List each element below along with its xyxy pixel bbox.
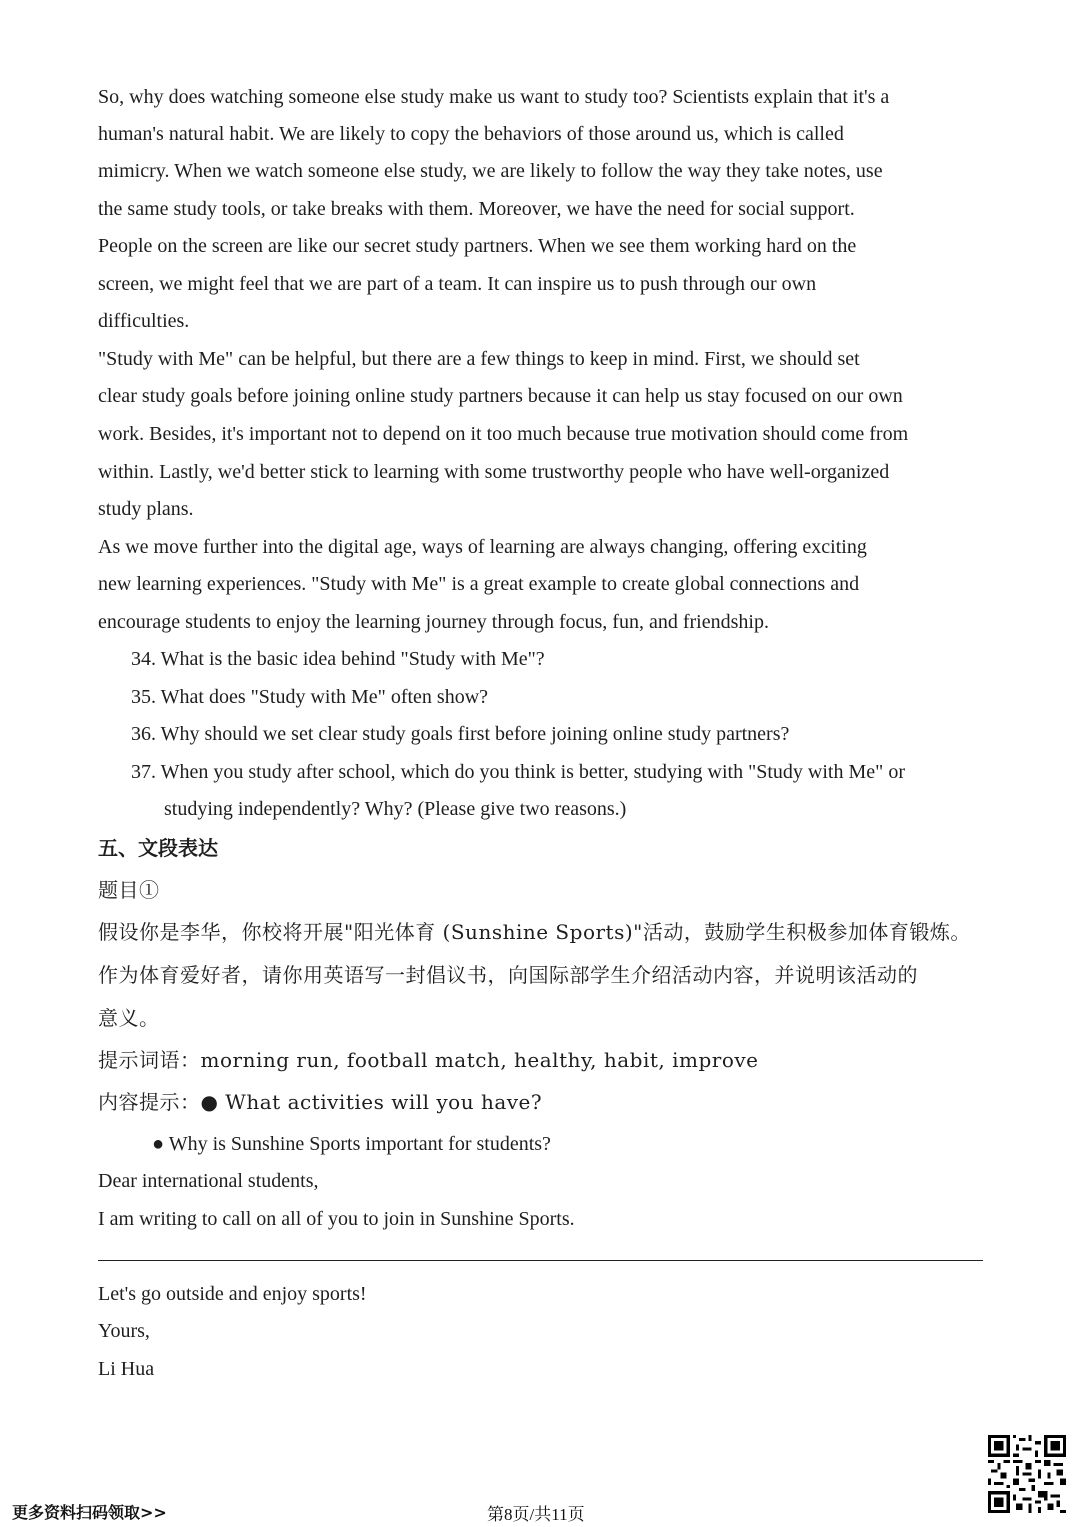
passage-line: clear study goals before joining online study partners because it can help us stay focused on our own: [98, 385, 903, 407]
prompt-line: 意义。: [98, 1006, 160, 1030]
content-hint: ● Why is Sunshine Sports important for students?: [152, 1133, 551, 1155]
topic-label: 题目①: [98, 878, 160, 902]
passage-line: People on the screen are like our secret study partners. When we see them working hard on the: [98, 235, 857, 257]
question-37-continued: studying independently? Why? (Please give two reasons.): [164, 798, 627, 820]
question-36: 36. Why should we set clear study goals first before joining online study partners?: [131, 723, 790, 745]
question-37: 37. When you study after school, which do you think is better, studying with "Study with Me" or: [131, 761, 905, 783]
passage-line: new learning experiences. "Study with Me" is a great example to create global connections and: [98, 573, 860, 595]
qr-code-icon: [988, 1435, 1066, 1513]
footer-promo-text: 更多资料扫码领取>>: [12, 1503, 167, 1522]
letter-salutation: Dear international students,: [98, 1170, 319, 1192]
passage-line: the same study tools, or take breaks with them. Moreover, we have the need for social support.: [98, 198, 855, 220]
letter-closing: Let's go outside and enjoy sports!: [98, 1283, 367, 1305]
letter-signature: Li Hua: [98, 1358, 155, 1380]
prompt-line: 假设你是李华，你校将开展"阳光体育 (Sunshine Sports)"活动，鼓励学生积极参加体育锻炼。: [98, 920, 971, 944]
passage-line: difficulties.: [98, 310, 190, 332]
content-hint: 内容提示：● What activities will you have?: [98, 1090, 543, 1114]
passage-line: "Study with Me" can be helpful, but there are a few things to keep in mind. First, we should set: [98, 348, 860, 370]
passage-line: mimicry. When we watch someone else study, we are likely to follow the way they take notes, use: [98, 160, 883, 182]
prompt-line: 作为体育爱好者，请你用英语写一封倡议书，向国际部学生介绍活动内容，并说明该活动的: [98, 963, 918, 987]
question-35: 35. What does "Study with Me" often show?: [131, 686, 489, 708]
page-number: 第8页/共11页: [487, 1505, 585, 1524]
passage-line: As we move further into the digital age, ways of learning are always changing, offering exciting: [98, 536, 867, 558]
hint-words: 提示词语：morning run, football match, healthy, habit, improve: [98, 1048, 759, 1072]
answer-blank-line: [98, 1260, 983, 1261]
passage-line: encourage students to enjoy the learning journey through focus, fun, and friendship.: [98, 611, 769, 633]
letter-signoff: Yours,: [98, 1320, 150, 1342]
passage-line: work. Besides, it's important not to depend on it too much because true motivation should come from: [98, 423, 909, 445]
section-title: 五、文段表达: [98, 836, 218, 860]
passage-line: study plans.: [98, 498, 194, 520]
passage-line: human's natural habit. We are likely to copy the behaviors of those around us, which is called: [98, 123, 844, 145]
passage-line: screen, we might feel that we are part of a team. It can inspire us to push through our own: [98, 273, 817, 295]
passage-line: So, why does watching someone else study make us want to study too? Scientists explain that it's a: [98, 86, 890, 108]
question-34: 34. What is the basic idea behind "Study with Me"?: [131, 648, 545, 670]
letter-opening: I am writing to call on all of you to join in Sunshine Sports.: [98, 1208, 575, 1230]
passage-line: within. Lastly, we'd better stick to learning with some trustworthy people who have well-organized: [98, 461, 890, 483]
